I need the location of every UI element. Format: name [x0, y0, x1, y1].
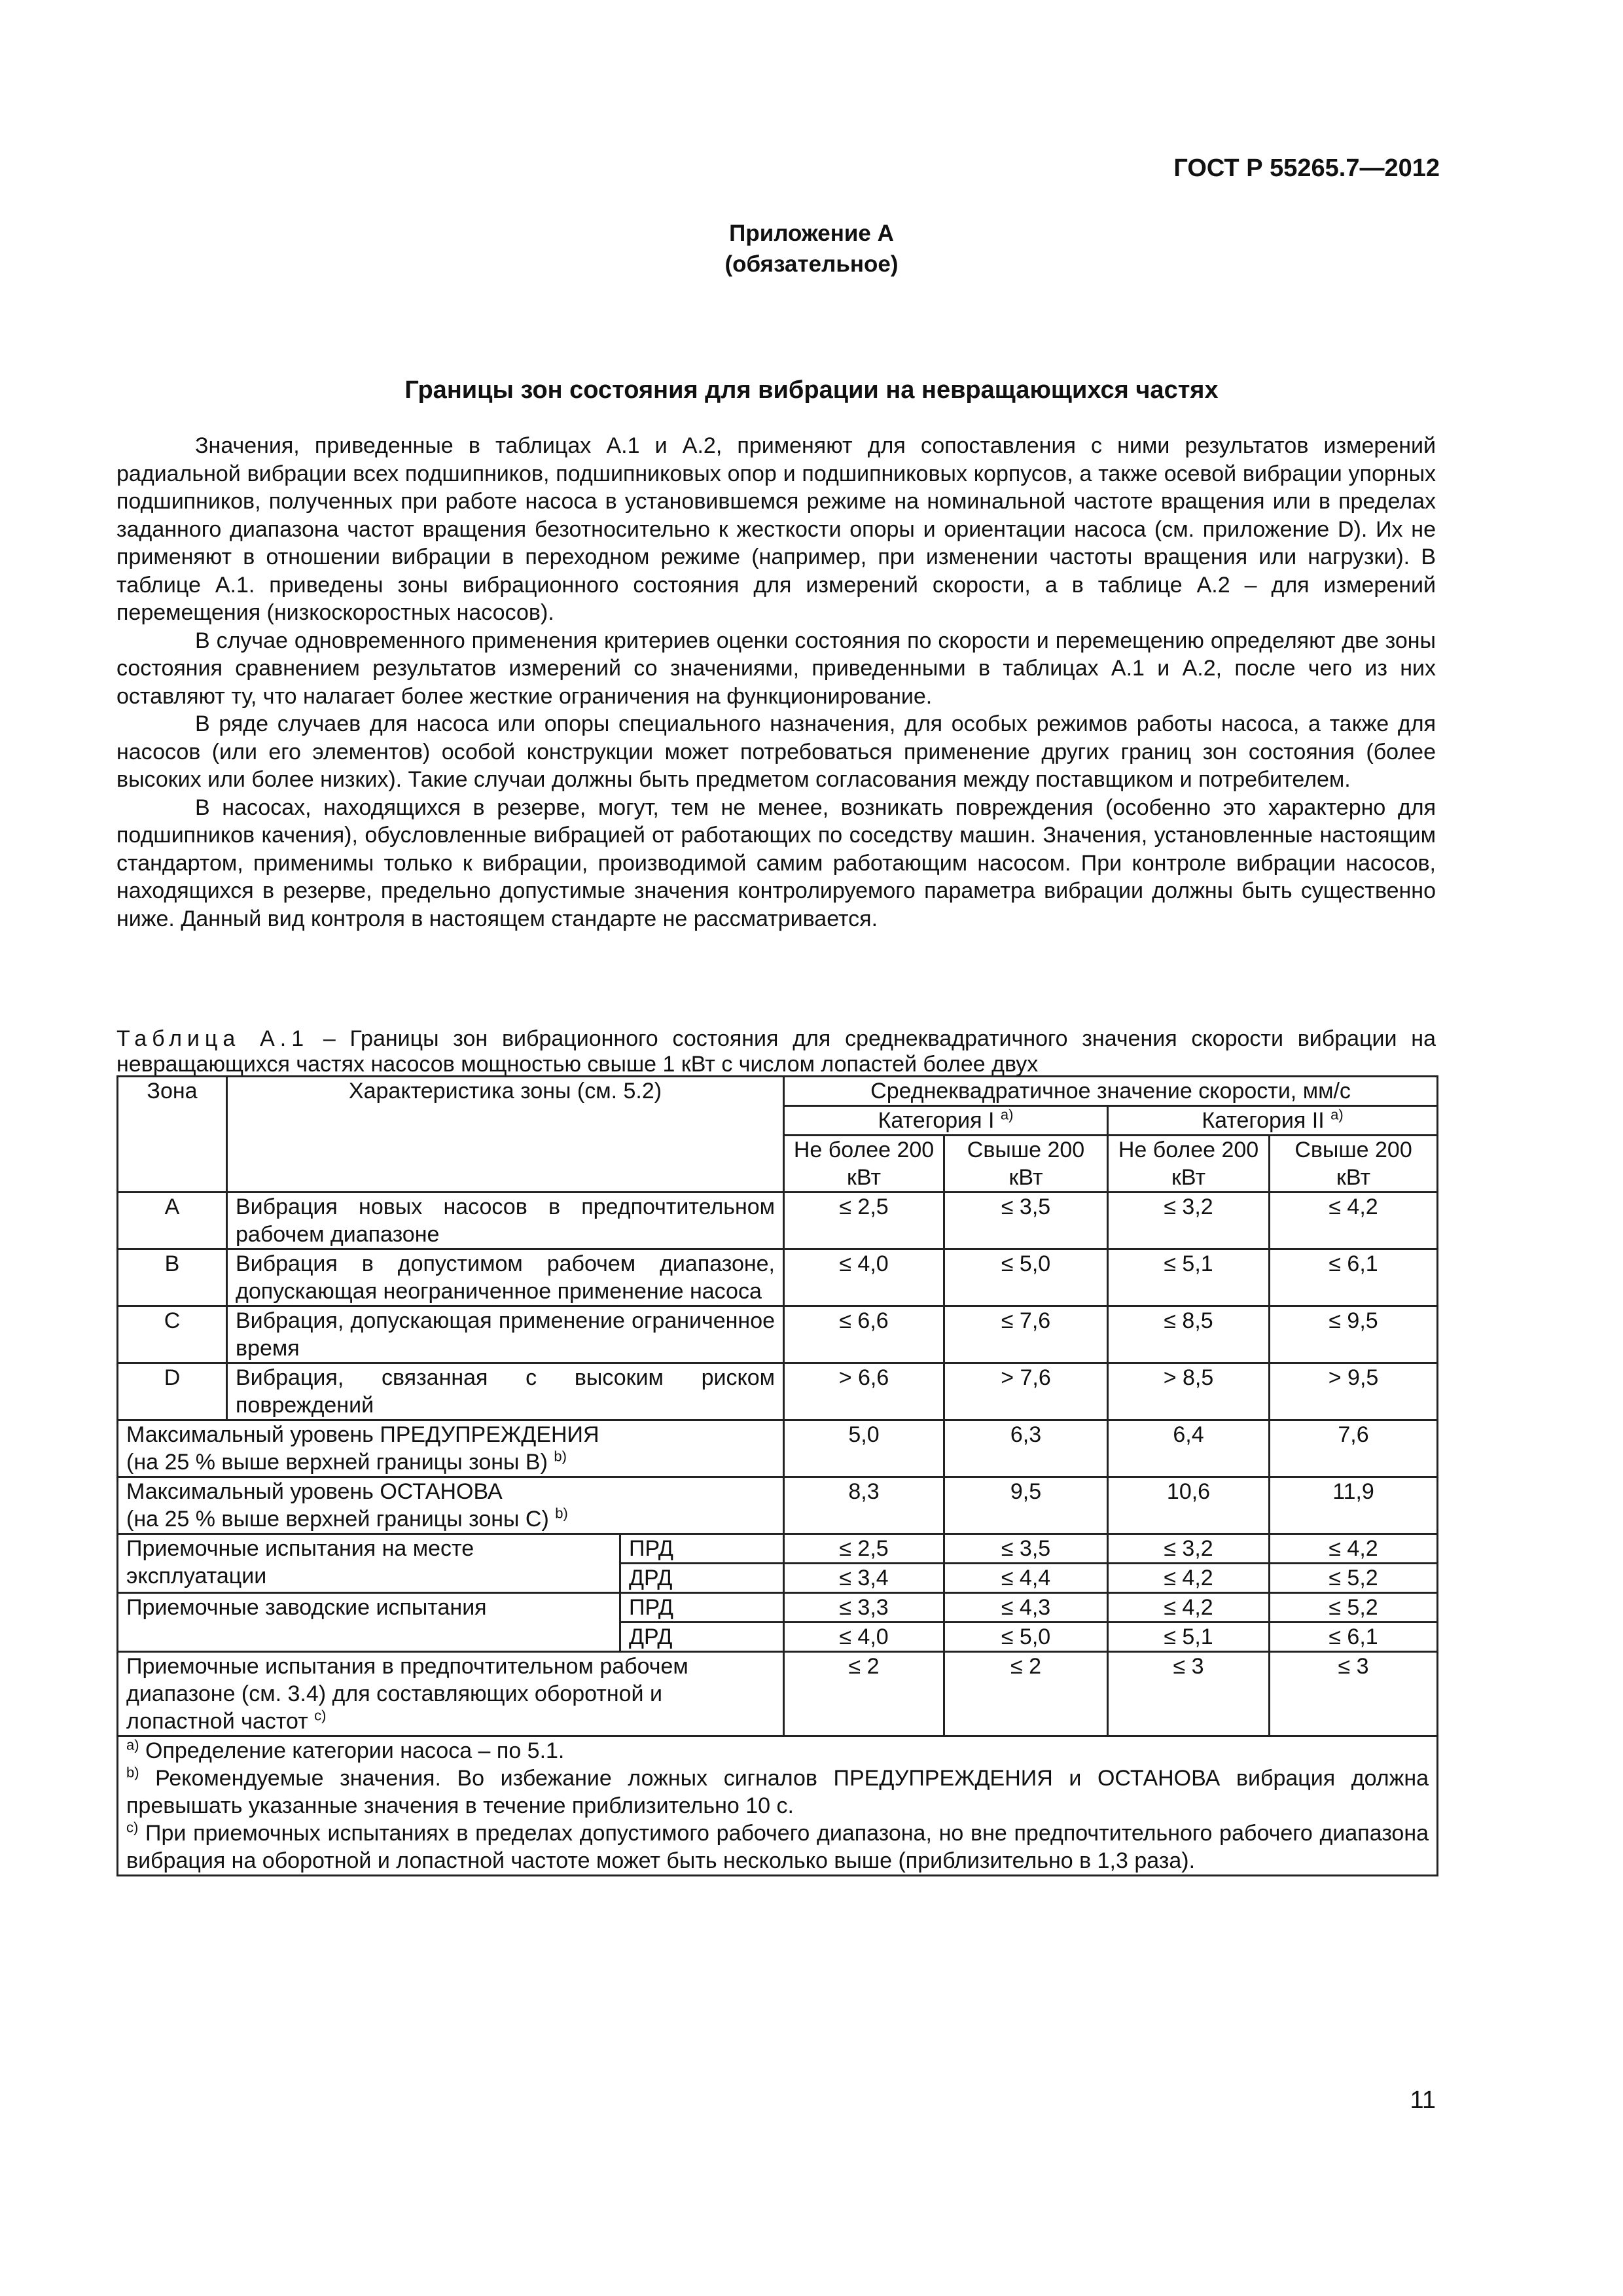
header-zone: Зона — [118, 1077, 227, 1193]
value-cell: ≤ 6,1 — [1270, 1249, 1438, 1306]
value-cell: 11,9 — [1270, 1477, 1438, 1534]
value-cell: ≤ 3,2 — [1108, 1534, 1270, 1564]
value-cell: > 8,5 — [1108, 1363, 1270, 1420]
table-row-zone-b — [118, 1249, 1438, 1306]
annex-block — [0, 218, 1623, 279]
zone-cell: A — [118, 1193, 227, 1249]
value-cell: ≤ 3,3 — [784, 1593, 944, 1623]
pref-test-label: Приемочные испытания в предпочтительном рабочем диапазоне (см. 3.4) для составляющих оборотной и лопастной частот $^{с)}$ — [118, 1652, 784, 1736]
value-cell: ≤ 3,4 — [784, 1564, 944, 1593]
zone-description: Вибрация, допускающая применение ограниченное время — [227, 1306, 784, 1363]
value-cell: 6,3 — [944, 1420, 1108, 1477]
value-cell: ≤ 4,0 — [784, 1623, 944, 1652]
site-test-label: Приемочные испытания на месте эксплуатации — [118, 1534, 620, 1593]
header-category-2: Категория II $^{а)}$ — [1108, 1106, 1438, 1136]
table-label: Таблица А.1 — [116, 1026, 310, 1051]
table-row-zone-a — [118, 1193, 1438, 1249]
value-cell: 5,0 — [784, 1420, 944, 1477]
value-cell: ≤ 9,5 — [1270, 1306, 1438, 1363]
mode-label: ДРД — [620, 1564, 784, 1593]
value-cell: > 7,6 — [944, 1363, 1108, 1420]
table-row-stop — [118, 1477, 1438, 1534]
zone-description: Вибрация новых насосов в предпочтительном рабочем диапазоне — [227, 1193, 784, 1249]
table-notes — [118, 1736, 1438, 1876]
value-cell: ≤ 2 — [784, 1652, 944, 1736]
value-cell: ≤ 2,5 — [784, 1193, 944, 1249]
value-cell: ≤ 2 — [944, 1652, 1108, 1736]
value-cell: ≤ 4,3 — [944, 1593, 1108, 1623]
value-cell: ≤ 2,5 — [784, 1534, 944, 1564]
mode-label: ПРД — [620, 1593, 784, 1623]
annex-status: (обязательное) — [724, 251, 899, 277]
header-rms: Среднеквадратичное значение скорости, мм/с — [784, 1077, 1438, 1106]
header-category-1: Категория I $^{а)}$ — [784, 1106, 1108, 1136]
table-row-site-test-prd — [118, 1534, 1438, 1564]
value-cell: 7,6 — [1270, 1420, 1438, 1477]
table-row-zone-c — [118, 1306, 1438, 1363]
value-cell: ≤ 5,0 — [944, 1623, 1108, 1652]
vibration-table — [116, 1075, 1438, 1876]
table-note: $^{b)}$ Рекомендуемые значения. Во избежание ложных сигналов ПРЕДУПРЕЖДЕНИЯ и ОСТАНОВА вибрация должна превышать указанные значения в течение приблизительно 10 с. — [126, 1764, 1429, 1818]
header-power-le200: Не более 200 кВт — [1108, 1136, 1270, 1193]
header-power-gt200: Свыше 200 кВт — [1270, 1136, 1438, 1193]
stop-label: Максимальный уровень ОСТАНОВА (на 25 % выше верхней границы зоны С) $^{b)}$ — [118, 1477, 784, 1534]
paragraph: В ряде случаев для насоса или опоры специального назначения, для особых режимов работы насоса, а также для насосов (или его элементов) особой конструкции может потребоваться применение других границ зон состояния (более высоких или более низких). Такие случаи должны быть предметом согласования между поставщиком и потребителем. — [116, 711, 1436, 792]
value-cell: > 6,6 — [784, 1363, 944, 1420]
value-cell: ≤ 3,5 — [944, 1534, 1108, 1564]
value-cell: ≤ 6,1 — [1270, 1623, 1438, 1652]
document-id: ГОСТ Р 55265.7—2012 — [1173, 154, 1440, 182]
zone-description: Вибрация в допустимом рабочем диапазоне, допускающая неограниченное применение насоса — [227, 1249, 784, 1306]
table-note: $^{с)}$ При приемочных испытаниях в пределах допустимого рабочего диапазона, но вне предпочтительного рабочего диапазона вибрация на оборотной и лопастной частоте может быть несколько выше (приблизительно в 1,3 раза). — [126, 1819, 1429, 1873]
table-note: $^{а)}$ Определение категории насоса – по 5.1. — [126, 1736, 565, 1763]
value-cell: ≤ 5,2 — [1270, 1564, 1438, 1593]
value-cell: ≤ 3,2 — [1108, 1193, 1270, 1249]
value-cell: ≤ 8,5 — [1108, 1306, 1270, 1363]
page-number: 11 — [1410, 2087, 1436, 2114]
paragraph: В случае одновременного применения критериев оценки состояния по скорости и перемещению определяют две зоны состояния сравнением результатов измерений со значениями, приведенными в таблицах А.1 и А.2, после чего из них оставляют ту, что налагает более жесткие ограничения на функционирование. — [116, 628, 1436, 709]
value-cell: ≤ 5,0 — [944, 1249, 1108, 1306]
value-cell: ≤ 5,1 — [1108, 1623, 1270, 1652]
paragraph: В насосах, находящихся в резерве, могут, тем не менее, возникать повреждения (особенно это характерно для подшипников качения), обусловленные вибрацией от работающих по соседству машин. Значения, установленные настоящим стандартом, применимы только к вибрации, производимой самим работающим насосом. При контроле вибрации насосов, находящихся в резерве, предельно допустимые значения контролируемого параметра вибрации должны быть существенно ниже. Данный вид контроля в настоящем стандарте не рассматривается. — [116, 795, 1436, 931]
factory-test-label: Приемочные заводские испытания — [118, 1593, 620, 1652]
warning-label: Максимальный уровень ПРЕДУПРЕЖДЕНИЯ (на 25 % выше верхней границы зоны В) $^{b)}$ — [118, 1420, 784, 1477]
section-heading: Границы зон состояния для вибрации на невращающихся частях — [404, 376, 1219, 404]
paragraph: Значения, приведенные в таблицах А.1 и А.2, применяют для сопоставления с ними результатов измерений радиальной вибрации всех подшипников, подшипниковых опор и подшипниковых корпусов, а также осевой вибрации упорных подшипников, полученных при работе насоса в установившемся режиме на номинальной частоте вращения или в пределах заданного диапазона частот вращения безотносительно к жесткости опоры и ориентации насоса (см. приложение D). Их не применяют в отношении вибрации в переходном режиме (например, при изменении частоты вращения или нагрузки). В таблице А.1. приведены зоны вибрационного состояния для измерений скорости, а в таблице А.2 – для измерений перемещения (низкоскоростных насосов). — [116, 433, 1436, 625]
header-power-le200: Не более 200 кВт — [784, 1136, 944, 1193]
header-power-gt200: Свыше 200 кВт — [944, 1136, 1108, 1193]
header-characteristic: Характеристика зоны (см. 5.2) — [227, 1077, 784, 1193]
table-header-row — [118, 1077, 1438, 1106]
value-cell: ≤ 4,0 — [784, 1249, 944, 1306]
value-cell: ≤ 5,1 — [1108, 1249, 1270, 1306]
zone-cell: D — [118, 1363, 227, 1420]
value-cell: ≤ 4,4 — [944, 1564, 1108, 1593]
table-row-pref-test — [118, 1652, 1438, 1736]
zone-cell: C — [118, 1306, 227, 1363]
mode-label: ДРД — [620, 1623, 784, 1652]
value-cell: ≤ 4,2 — [1270, 1534, 1438, 1564]
value-cell: ≤ 7,6 — [944, 1306, 1108, 1363]
value-cell: 9,5 — [944, 1477, 1108, 1534]
value-cell: ≤ 3 — [1270, 1652, 1438, 1736]
value-cell: ≤ 4,2 — [1108, 1593, 1270, 1623]
table-caption — [116, 1026, 1436, 1077]
zone-description: Вибрация, связанная с высоким риском повреждений — [227, 1363, 784, 1420]
value-cell: 6,4 — [1108, 1420, 1270, 1477]
table-notes-row — [118, 1736, 1438, 1876]
value-cell: > 9,5 — [1270, 1363, 1438, 1420]
value-cell: 10,6 — [1108, 1477, 1270, 1534]
value-cell: ≤ 3 — [1108, 1652, 1270, 1736]
zone-cell: B — [118, 1249, 227, 1306]
value-cell: 8,3 — [784, 1477, 944, 1534]
table-row-zone-d — [118, 1363, 1438, 1420]
value-cell: ≤ 6,6 — [784, 1306, 944, 1363]
value-cell: ≤ 3,5 — [944, 1193, 1108, 1249]
annex-title: Приложение А — [729, 221, 894, 246]
mode-label: ПРД — [620, 1534, 784, 1564]
table-row-factory-test-prd — [118, 1593, 1438, 1623]
value-cell: ≤ 4,2 — [1108, 1564, 1270, 1593]
value-cell: ≤ 5,2 — [1270, 1593, 1438, 1623]
table-caption-text: – Границы зон вибрационного состояния для среднеквадратичного значения скорости вибрации на невращающихся частях насосов мощностью свыше 1 кВт с числом лопастей более двух — [116, 1026, 1436, 1077]
value-cell: ≤ 4,2 — [1270, 1193, 1438, 1249]
table-row-warning — [118, 1420, 1438, 1477]
body-text — [116, 432, 1436, 933]
